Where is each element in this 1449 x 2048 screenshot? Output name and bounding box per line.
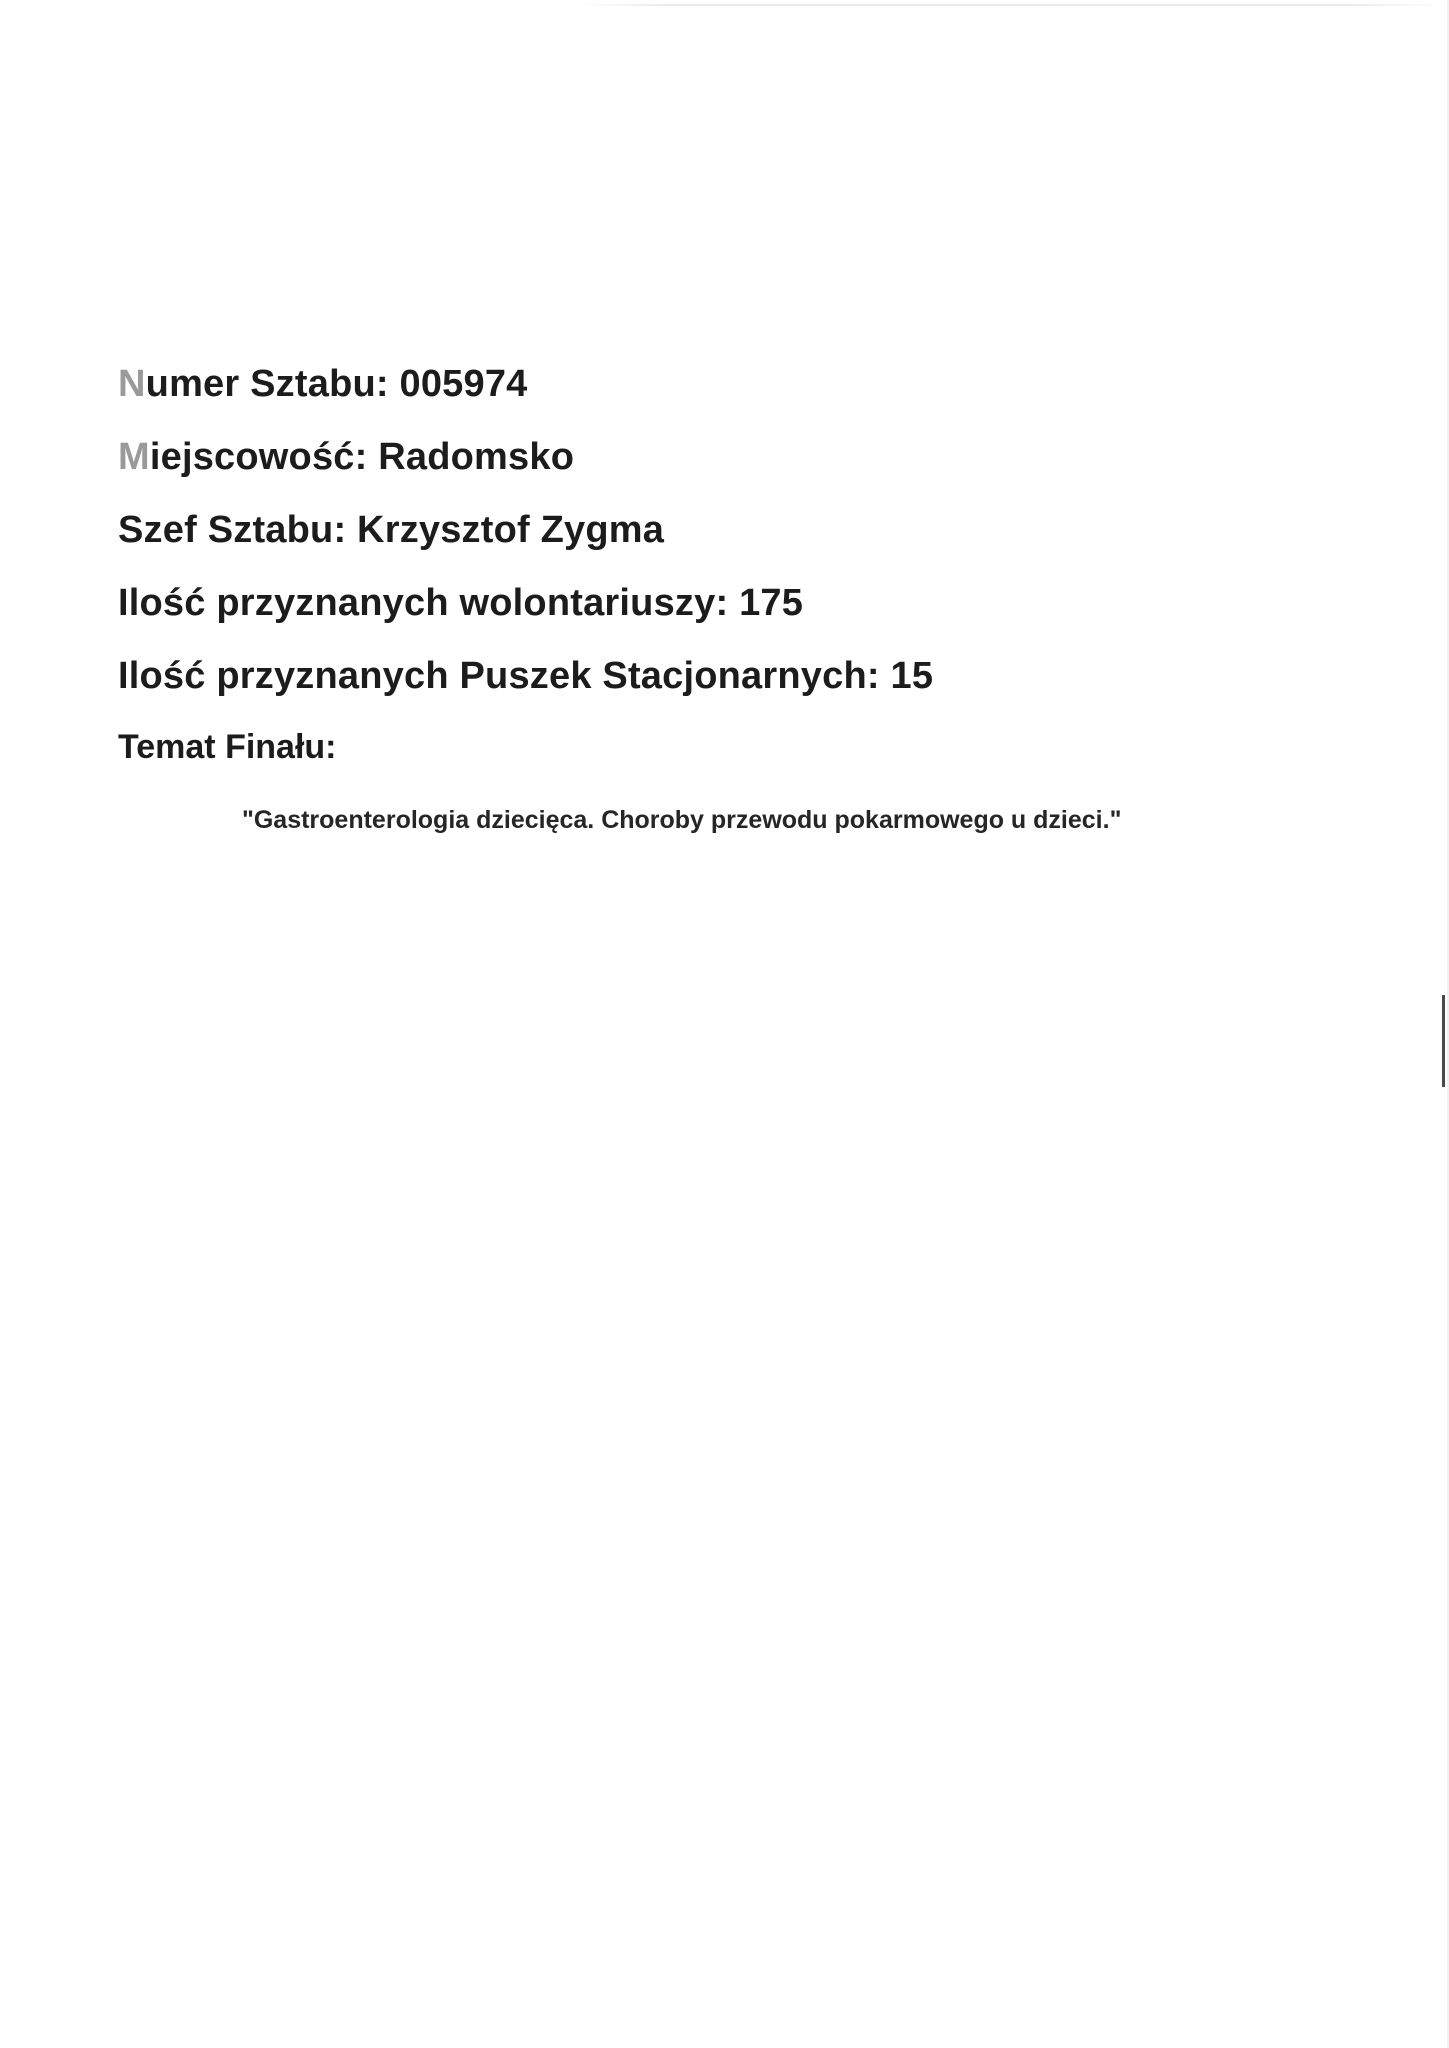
field-stationary-boxes-count: Ilość przyznanych Puszek Stacjonarnych: 15 [118, 655, 934, 697]
scan-margin-mark [1442, 995, 1445, 1087]
document-body [118, 362, 1358, 835]
field-volunteers-count: Ilość przyznanych wolontariuszy: 175 [118, 582, 804, 624]
theme-text: "Gastroenterologia dziecięca. Choroby przewodu pokarmowego u dzieci." [242, 806, 1122, 834]
field-headquarters-chief: Szef Sztabu: Krzysztof Zygma [118, 509, 665, 551]
field-locality: Miejscowość: Radomsko [118, 436, 575, 478]
field-headquarters-number: Numer Sztabu: 005974 [118, 363, 528, 405]
scan-edge-top [580, 4, 1440, 6]
theme-label: Temat Finału: [118, 728, 337, 766]
